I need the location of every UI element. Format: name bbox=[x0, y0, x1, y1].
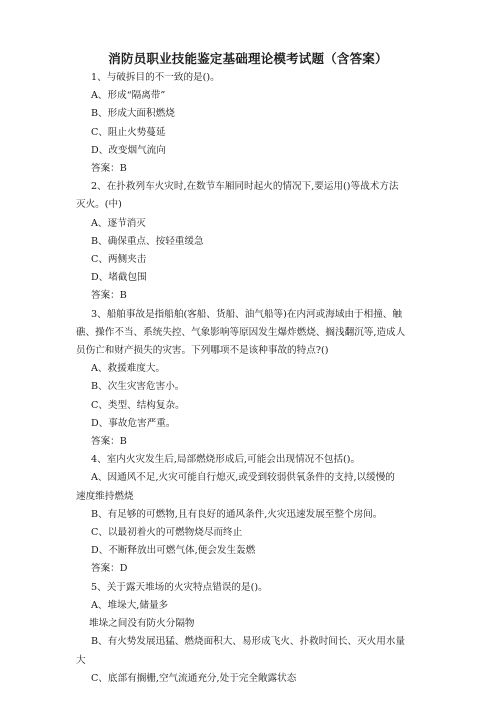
q5-option-a-continued: 堆垛之间没有防火分隔物 bbox=[89, 618, 195, 630]
q4-option-a-line2: 速度维持燃烧 bbox=[76, 490, 134, 502]
q4-answer: 答案：D bbox=[91, 563, 128, 575]
q5-option-b-line1: B、有火势发展迅猛、燃烧面积大、易形成飞火、扑救时间长、灭火用水量 bbox=[91, 636, 406, 648]
q1-option-c: C、阻止火势蔓延 bbox=[91, 126, 166, 138]
q3-stem-line3: 员伤亡和财产损失的灾害。下列哪项不是该种事故的特点?() bbox=[76, 345, 329, 357]
q1-stem: 1、与破拆目的不一致的是()。 bbox=[91, 72, 220, 83]
q2-option-d: D、堵截包围 bbox=[91, 272, 147, 284]
q3-stem-line1: 3、船舶事故是指船舶(客船、货船、油气船等)在内河或海域由于相撞、触 bbox=[91, 308, 402, 320]
q2-option-c: C、两侧夹击 bbox=[91, 254, 147, 266]
q3-option-a: A、救援难度大。 bbox=[91, 363, 166, 375]
q5-option-a: A、堆垛大,储量多 bbox=[91, 599, 169, 611]
q5-option-c: C、底部有搁栅,空气流通充分,处于完全敞露状态 bbox=[91, 672, 297, 684]
document-body bbox=[76, 69, 411, 688]
q3-answer: 答案：B bbox=[91, 436, 127, 448]
q5-option-b-line2: 大 bbox=[76, 654, 86, 666]
q2-option-a: A、逐节消灭 bbox=[91, 217, 146, 229]
q4-option-a-line1: A、因通风不足,火灾可能自行熄灭,或受到较弱供氧条件的支持,以缓慢的 bbox=[91, 472, 395, 484]
q1-option-d: D、改变烟气流向 bbox=[91, 144, 166, 156]
q2-answer: 答案：B bbox=[91, 290, 127, 302]
q4-option-d: D、不断释放出可燃气体,便会发生轰燃 bbox=[91, 545, 256, 557]
q4-stem: 4、室内火灾发生后,局部燃烧形成后,可能会出现情况不包括()。 bbox=[91, 454, 361, 466]
q3-option-d: D、事故危害严重。 bbox=[91, 417, 176, 429]
q5-stem: 5、关于露天堆场的火灾特点错误的是()。 bbox=[91, 581, 268, 593]
page-title: 消防员职业技能鉴定基础理论模考试题（含答案） bbox=[108, 51, 388, 66]
q2-stem-line2: 灭火。(中) bbox=[76, 199, 122, 211]
q1-option-b: B、形成大面积燃烧 bbox=[91, 108, 175, 120]
q4-option-c: C、以最初着火的可燃物烧尽而终止 bbox=[91, 527, 243, 539]
q2-option-b: B、确保重点、按轻重缓急 bbox=[91, 235, 204, 247]
q3-option-b: B、次生灾害危害小。 bbox=[91, 381, 185, 393]
q2-stem-line1: 2、在扑救列车火灾时,在数节车厢同时起火的情况下,要运用()等战术方法 bbox=[91, 181, 399, 193]
q1-option-a: A、形成“隔离带” bbox=[91, 90, 166, 102]
q4-option-b: B、有足够的可燃物,且有良好的通风条件,火灾迅速发展至整个房间。 bbox=[91, 508, 383, 520]
q1-answer: 答案：B bbox=[91, 163, 127, 175]
q3-stem-line2: 礁、操作不当、系统失控、气象影响等原因发生爆炸燃烧、搁浅翻沉等,造成人 bbox=[76, 326, 406, 338]
q3-option-c: C、类型、结构复杂。 bbox=[91, 399, 185, 411]
